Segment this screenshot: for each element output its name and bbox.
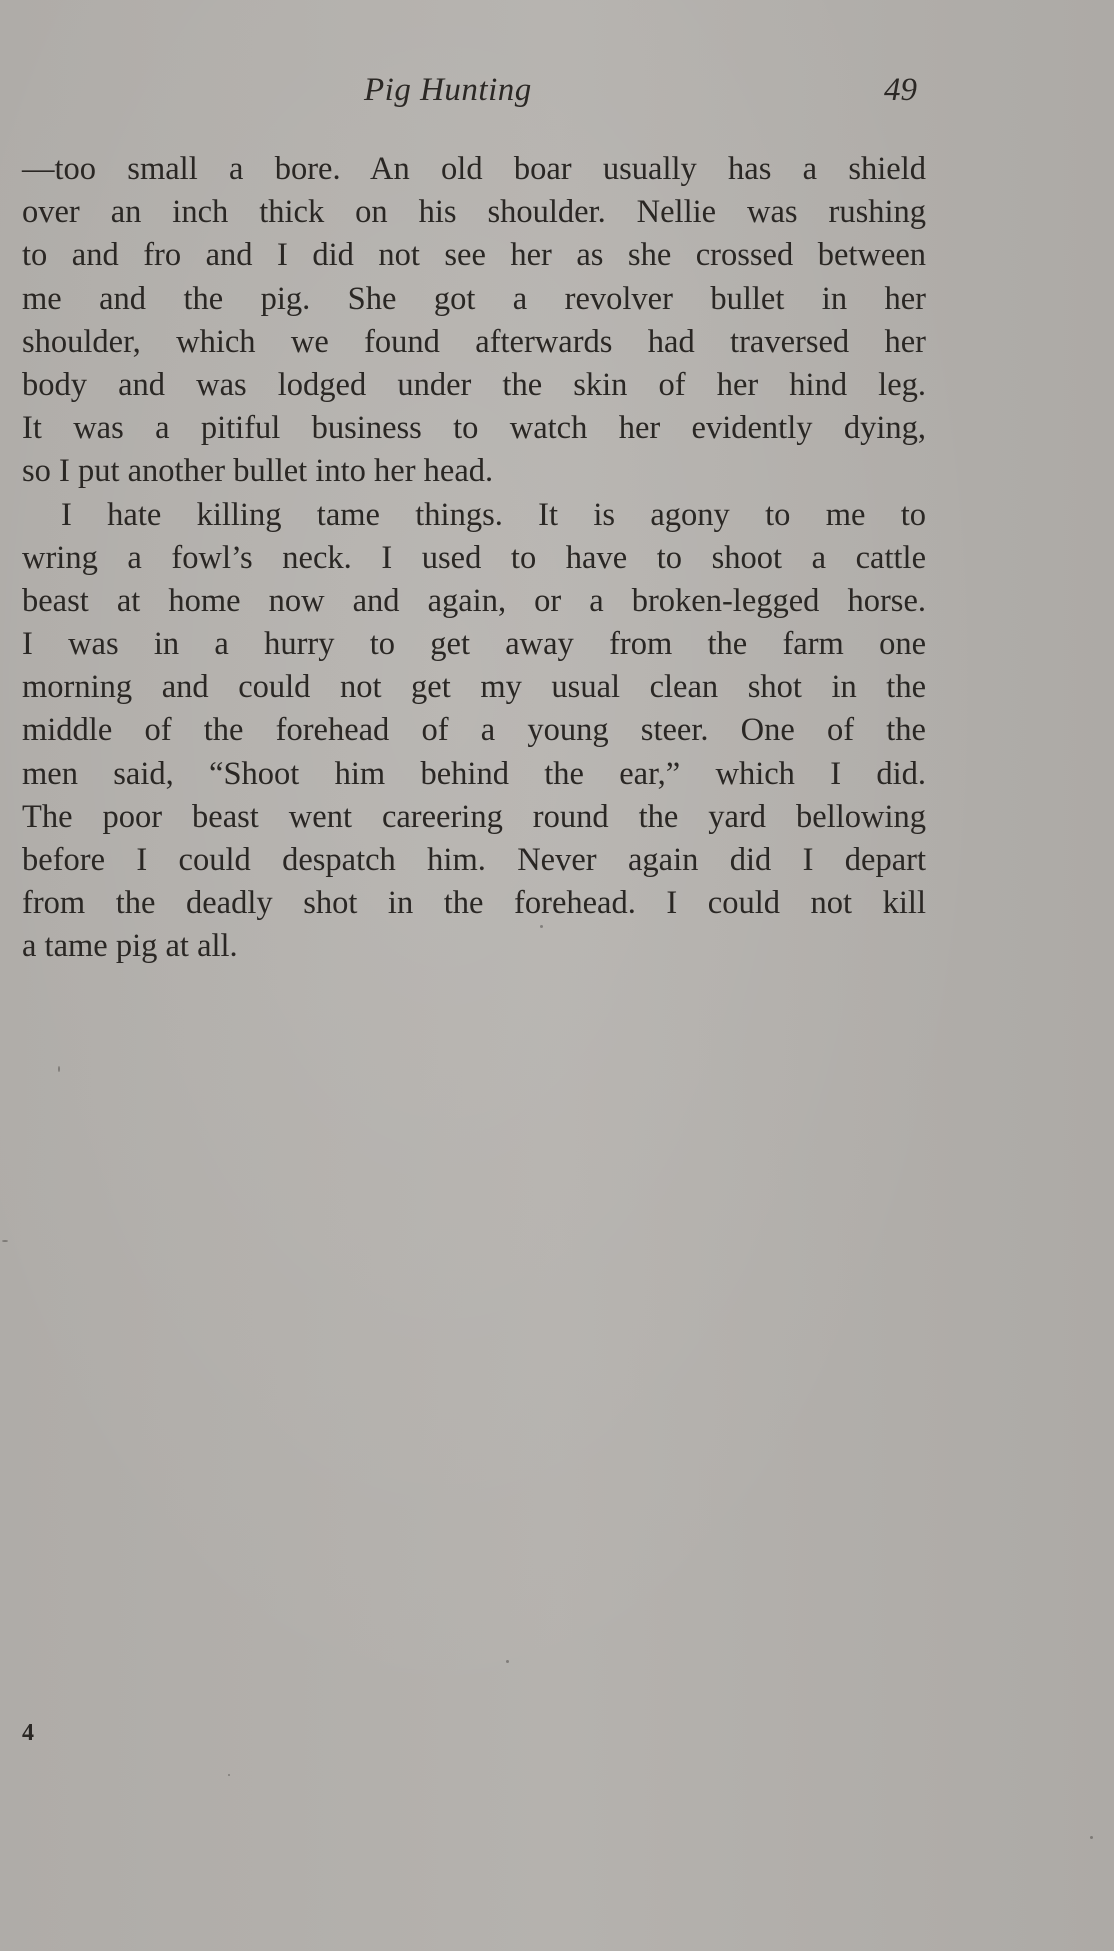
- paragraph-1-line-6: body and was lodged under the skin of her hind leg.: [22, 366, 926, 403]
- running-title: Pig Hunting: [364, 72, 532, 108]
- paragraph-1-line-1: —too small a bore. An old boar usually has a shield: [22, 151, 926, 187]
- running-head: [0, 72, 1114, 122]
- paragraph-1-line-3: to and fro and I did not see her as she crossed between: [22, 237, 926, 274]
- paper-speck: [1090, 1836, 1093, 1839]
- paragraph-1-line-8: so I put another bullet into her head.: [22, 453, 494, 490]
- signature-mark: 4: [22, 1720, 34, 1746]
- paper-speck: [506, 1660, 509, 1663]
- paragraph-1-line-5: shoulder, which we found afterwards had traversed her: [22, 323, 926, 360]
- paper-speck: [58, 1066, 60, 1072]
- paper-speck: [228, 1774, 230, 1776]
- paragraph-1-line-2: over an inch thick on his shoulder. Nellie was rushing: [22, 194, 926, 231]
- paragraph-2-line-5: morning and could not get my usual clean shot in the: [22, 669, 926, 706]
- paragraph-2-line-6: middle of the forehead of a young steer. One of the: [22, 712, 926, 749]
- paragraph-2-line-1: I hate killing tame things. It is agony to me to: [61, 496, 926, 533]
- paragraph-2-line-7: men said, “Shoot him behind the ear,” which I did.: [22, 755, 926, 792]
- paper-speck: [2, 1240, 8, 1242]
- paragraph-2-line-10: from the deadly shot in the forehead. I could not kill: [22, 885, 926, 922]
- paragraph-2-line-9: before I could despatch him. Never again did I depart: [22, 842, 926, 878]
- paragraph-1-line-4: me and the pig. She got a revolver bullet in her: [22, 280, 926, 317]
- paper-speck: [540, 925, 543, 928]
- paragraph-2-line-3: beast at home now and again, or a broken-legged horse.: [22, 582, 926, 619]
- paragraph-2-line-8: The poor beast went careering round the yard bellowing: [22, 798, 926, 835]
- paragraph-2-line-4: I was in a hurry to get away from the farm one: [22, 626, 926, 663]
- paragraph-2-line-2: wring a fowl’s neck. I used to have to shoot a cattle: [22, 539, 926, 576]
- paragraph-1-line-7: It was a pitiful business to watch her evidently dying,: [22, 410, 926, 447]
- page-number: 49: [884, 72, 917, 108]
- paragraph-2-line-11: a tame pig at all.: [22, 928, 238, 965]
- body-text: [22, 148, 926, 969]
